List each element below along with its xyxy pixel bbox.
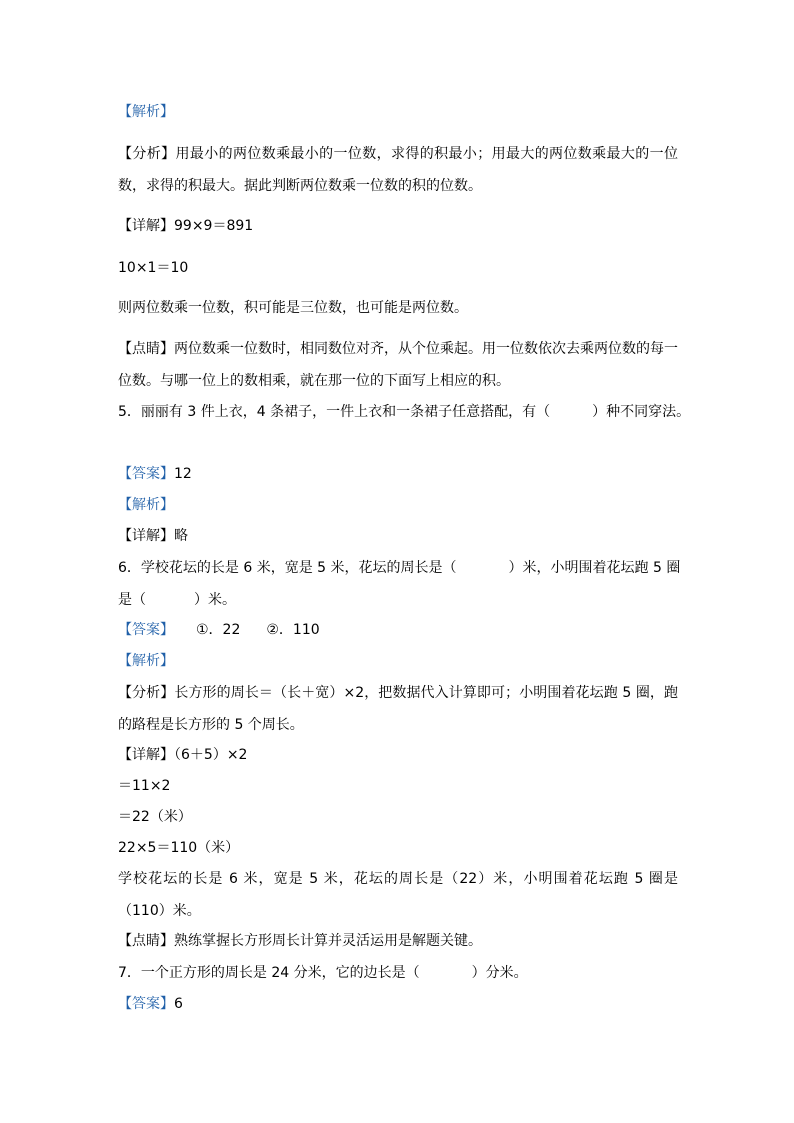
- q6-text-d: ）米。: [194, 592, 236, 608]
- q5-xiangjie: [118, 527, 188, 545]
- q6-fenxi-text: 长方形的周长＝（长＋宽）×2，把数据代入计算即可；小明围着花坛跑 5 圈，跑的路程是长方形的 5 个周长。: [118, 685, 679, 733]
- q5-text-b: ）种不同穿法。: [592, 404, 691, 420]
- q5-xiangjie-text: 略: [174, 528, 188, 544]
- q6-answer-2: ②．110: [266, 622, 320, 638]
- conclusion-line: 则两位数乘一位数，积可能是三位数，也可能是两位数。: [118, 300, 468, 316]
- question-6-line-1: [118, 559, 680, 577]
- xiangjie-tag: 【详解】: [118, 218, 174, 234]
- q7-answer-tag: 【答案】: [118, 996, 174, 1012]
- q5-xiangjie-tag: 【详解】: [118, 528, 174, 544]
- q6-dianjing-tag: 【点睛】: [118, 933, 174, 949]
- q5-answer-tag: 【答案】: [118, 466, 174, 482]
- q5-jiexi-tag: 【解析】: [118, 497, 174, 513]
- q6-fenxi-tag: 【分析】: [118, 685, 175, 701]
- q6-answer-1: ①．22: [196, 622, 241, 638]
- dianjing-text: 两位数乘一位数时，相同数位对齐，从个位乘起。用一位数依次去乘两位数的每一位数。与哪一位上的数相乘，就在那一位的下面写上相应的积。: [118, 341, 678, 389]
- q6-text-b: ）米，小明围着花坛跑 5 圈: [508, 560, 681, 576]
- jiexi-heading: [118, 103, 174, 121]
- question-5: [118, 403, 690, 421]
- fenxi-paragraph: [118, 138, 678, 202]
- xiangjie-calc-1: 99×9＝891: [174, 218, 254, 234]
- q6-step-4: 22×5＝110（米）: [118, 840, 240, 856]
- q7-text-b: ）分米。: [471, 965, 528, 981]
- q6-jiexi-tag: 【解析】: [118, 653, 174, 669]
- q6-step-1: （6＋5）×2: [174, 747, 248, 763]
- q5-jiexi: [118, 496, 174, 514]
- q6-step-3: ＝22（米）: [118, 809, 192, 825]
- question-6-line-2: [118, 591, 236, 609]
- q6-conclusion: 学校花坛的长是 6 米，宽是 5 米，花坛的周长是（22）米，小明围着花坛跑 5 圈是（110）米。: [118, 871, 678, 919]
- q6-jiexi: [118, 652, 174, 670]
- q6-text-a: 6．学校花坛的长是 6 米，宽是 5 米，花坛的周长是（: [118, 560, 457, 576]
- q6-answer-tag: 【答案】: [118, 622, 174, 638]
- xiangjie-line: [118, 217, 253, 235]
- q6-xiangjie-tag: 【详解】: [118, 747, 174, 763]
- question-7: [118, 964, 528, 982]
- q6-step-2: ＝11×2: [118, 778, 171, 794]
- dianjing-tag: 【点睛】: [118, 341, 174, 357]
- q6-dianjing-text: 熟练掌握长方形周长计算并灵活运用是解题关键。: [174, 933, 482, 949]
- fenxi-text: 用最小的两位数乘最小的一位数，求得的积最小；用最大的两位数乘最大的一位数，求得的积最大。据此判断两位数乘一位数的积的位数。: [118, 146, 679, 194]
- q6-fenxi-paragraph: [118, 677, 678, 741]
- q7-text-a: 7．一个正方形的周长是 24 分米，它的边长是（: [118, 965, 420, 981]
- q6-answer: [118, 621, 320, 639]
- q5-answer-value: 12: [174, 466, 192, 482]
- q7-answer-value: 6: [174, 996, 183, 1012]
- calc-line-2: 10×1＝10: [118, 260, 189, 276]
- jiexi-tag: 【解析】: [118, 104, 174, 120]
- q7-answer: [118, 995, 183, 1013]
- q6-dianjing: [118, 932, 482, 950]
- fenxi-tag: 【分析】: [118, 146, 176, 162]
- dianjing-paragraph: [118, 333, 678, 397]
- q6-xiangjie: [118, 746, 247, 764]
- q6-text-c: 是（: [118, 592, 146, 608]
- q5-answer: [118, 465, 192, 483]
- q5-text-a: 5．丽丽有 3 件上衣，4 条裙子，一件上衣和一条裙子任意搭配，有（: [118, 404, 551, 420]
